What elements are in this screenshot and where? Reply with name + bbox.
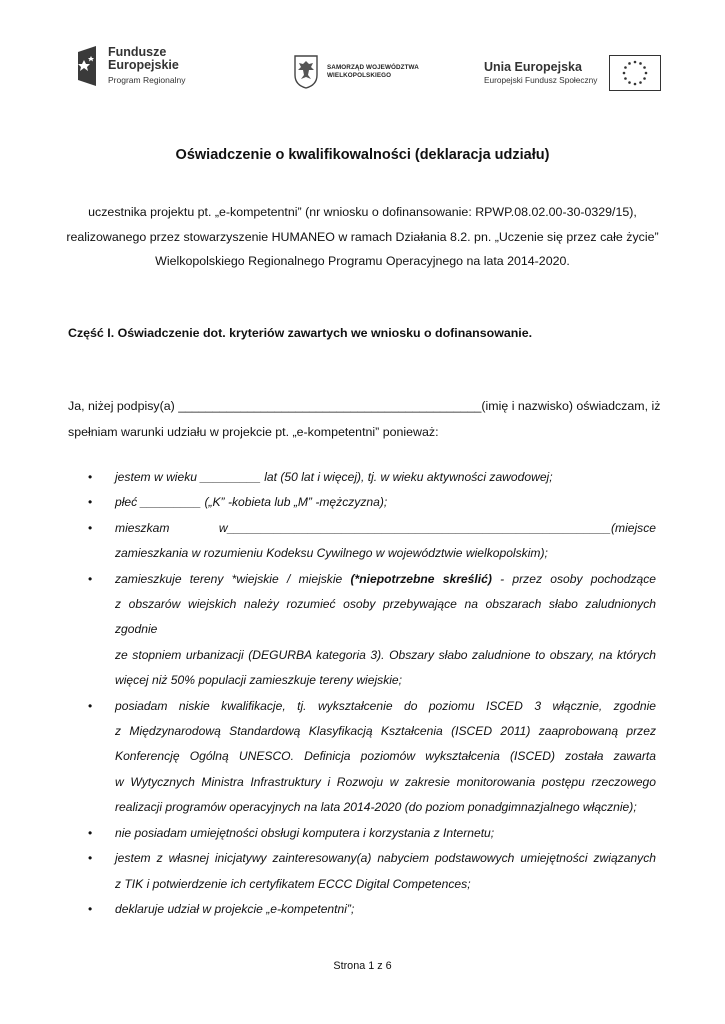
eu-star-icon — [629, 81, 632, 84]
bullet-icon: • — [88, 571, 93, 586]
eu-star-icon — [634, 83, 637, 86]
eu-star-icon — [644, 77, 647, 80]
logo-line-wielkopolskiego: WIELKOPOLSKIEGO — [327, 72, 392, 79]
unia-europejska-logo — [484, 53, 661, 93]
eu-flag-icon — [609, 55, 661, 91]
criteria-line: z obszarów wiejskich należy rozumieć osoby przebywające na obszarach słabo zaludnionych zgodnie — [115, 597, 656, 637]
criteria-line: płeć _________ („K” -kobieta lub „M” -mężczyzna); — [115, 495, 388, 510]
criteria-line: nie posiadam umiejętności obsługi komputera i korzystania z Internetu; — [115, 825, 495, 840]
bullet-icon: • — [88, 698, 93, 713]
samorzad-wojewodztwa-logo — [293, 52, 419, 92]
eu-star-icon — [623, 72, 626, 75]
criteria-list-item — [88, 821, 656, 846]
bullet-icon: • — [88, 825, 93, 840]
eu-star-icon — [629, 62, 632, 65]
bullet-icon: • — [88, 470, 93, 484]
criteria-line: realizacji programów operacyjnych na lata 2014-2020 (do poziom ponadgimnazjalnego włącznie); — [115, 800, 637, 815]
declaration-name-field[interactable]: Ja, niżej podpisy(a) ____________________________________________ — [68, 399, 482, 413]
criteria-line: ze stopniem urbanizacji (DEGURBA kategoria 3). Obszary słabo zaludnione to obszary, na których — [115, 647, 656, 662]
fundusze-europejskie-logo — [78, 46, 208, 94]
fundusze-europejskie-mark-icon — [78, 46, 100, 86]
eu-star-icon — [625, 66, 628, 69]
criteria-line: zamieszkania w rozumieniu Kodeksu Cywilnego w województwie wielkopolskim); — [115, 546, 548, 561]
criteria-list-item — [88, 846, 656, 897]
intro-line: realizowanego przez stowarzyszenie HUMANEO w ramach Działania 8.2. pn. „Uczenie się przez całe życie” — [66, 229, 659, 244]
criteria-line: z Międzynarodową Standardową Klasyfikacją Kształcenia (ISCED 2011) zaaprobowaną przez — [115, 724, 656, 739]
criteria-list-item — [88, 516, 656, 567]
eu-star-icon — [625, 77, 628, 80]
eu-star-icon — [640, 81, 643, 84]
criteria-list — [88, 465, 656, 922]
logo-line-unia: Unia Europejska — [484, 60, 582, 74]
section-title: Część I. Oświadczenie dot. kryteriów zawartych we wniosku o dofinansowanie. — [68, 326, 533, 340]
criteria-line: Konferencję Ogólną UNESCO. Definicja poziomów wykształcenia (ISCED) została zawarta — [115, 749, 656, 764]
bullet-icon: • — [88, 851, 93, 866]
criteria-list-item — [88, 567, 656, 694]
logo-line-samorzad: SAMORZĄD WOJEWÓDZTWA — [327, 64, 419, 71]
logo-line-europejskie: Europejskie — [108, 58, 179, 72]
eu-star-icon — [640, 62, 643, 65]
declaration-paragraph — [68, 394, 661, 445]
eagle-crest-icon — [293, 55, 319, 89]
eu-star-icon — [634, 61, 637, 64]
criteria-line: z TIK i potwierdzenie ich certyfikatem ECCC Digital Competences; — [115, 876, 471, 891]
criteria-line: deklaruje udział w projekcie „e-kompetentni”; — [115, 901, 355, 916]
declaration-text: spełniam warunki udziału w projekcie pt. „e-kompetentni” ponieważ: — [68, 424, 439, 439]
criteria-text: zamieszkuje tereny *wiejskie / miejskie — [115, 571, 351, 586]
criteria-list-item — [88, 694, 656, 821]
criteria-line: w Wytycznych Ministra Infrastruktury i Rozwoju w zakresie monitorowania postępu rzeczowego — [115, 774, 656, 789]
criteria-line: posiadam niskie kwalifikacje, tj. wykształcenie do poziomu ISCED 3 włącznie, zgodnie — [115, 698, 656, 713]
bullet-icon: • — [88, 495, 93, 510]
declaration-text: (imię i nazwisko) oświadczam, iż — [481, 399, 661, 413]
criteria-line: jestem w wieku _________ lat (50 lat i więcej), tj. w wieku aktywności zawodowej; — [115, 470, 553, 484]
criteria-line: więcej niż 50% populacji zamieszkuje tereny wiejskie; — [115, 673, 403, 688]
criteria-text: - przez osoby pochodzące — [491, 571, 656, 586]
criteria-list-item — [88, 465, 656, 490]
intro-paragraph — [50, 200, 675, 274]
page-number: Strona 1 z 6 — [333, 960, 392, 972]
criteria-line — [115, 567, 656, 592]
bullet-icon: • — [88, 520, 93, 535]
criteria-line: mieszkam w_________________________________________________________(miejsce — [115, 520, 656, 535]
criteria-list-item — [88, 490, 656, 515]
criteria-list-item — [88, 897, 656, 922]
logo-line-efs: Europejski Fundusz Społeczny — [484, 75, 598, 85]
intro-line: Wielkopolskiego Regionalnego Programu Operacyjnego na lata 2014-2020. — [155, 254, 570, 268]
criteria-line: jestem z własnej inicjatywy zainteresowany(a) nabyciem podstawowych umiejętności związanych — [115, 851, 656, 866]
document-title: Oświadczenie o kwalifikowalności (deklaracja udziału) — [175, 147, 550, 163]
logo-line-program: Program Regionalny — [108, 75, 186, 85]
logo-line-fundusze: Fundusze — [108, 45, 167, 59]
eu-star-icon — [645, 72, 648, 75]
bullet-icon: • — [88, 901, 93, 916]
eu-star-icon — [644, 66, 647, 69]
criteria-emphasis: (*niepotrzebne skreślić) — [350, 571, 492, 586]
intro-line: uczestnika projektu pt. „e-kompetentni” (nr wniosku o dofinansowanie: RPWP.08.02.00-30-0329/15), — [88, 205, 637, 219]
